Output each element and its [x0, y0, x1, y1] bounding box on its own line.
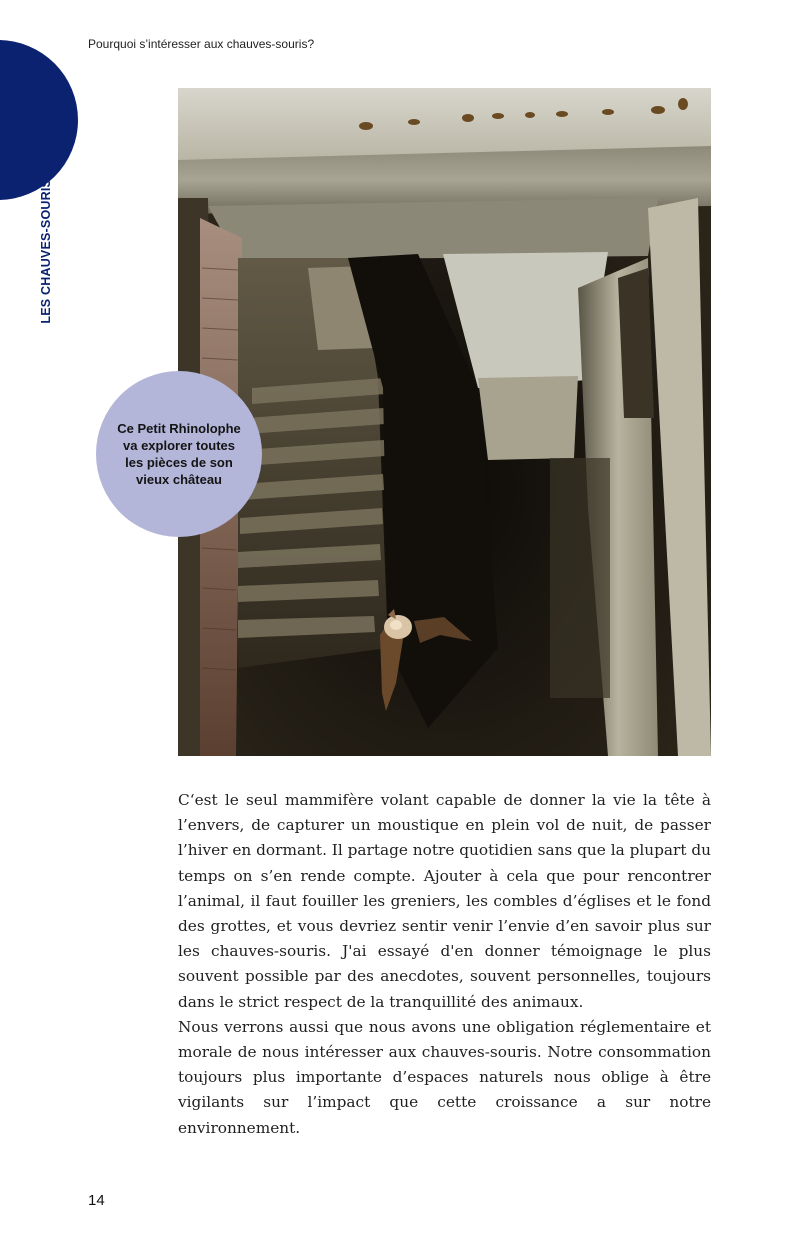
bat-photo: [178, 88, 711, 756]
side-tab-text: LES CHAUVES-SOURIS EN QUESTIONS: [39, 78, 53, 324]
body-text: [178, 788, 711, 1141]
paragraph-2: Nous verrons aussi que nous avons une obligation réglementaire et morale de nous intéresser aux chauves-souris. Notre consommation toujours plus importante d’espaces naturels nous oblige à être vigilants sur l’impact que cette croissance a sur notre environnement.: [178, 1017, 711, 1137]
paragraph-1: C‘est le seul mammifère volant capable de donner la vie la tête à l’envers, de capturer un moustique en plein vol de nuit, de passer l’hiver en dormant. Il partage notre quotidien sans que la plupart du temps on s’en rende compte. Ajouter à cela que pour rencontrer l’animal, il faut fouiller les greniers, les combles d’églises et le fond des grottes, et vous devriez sentir venir l’envie d’en savoir plus sur les chauves-souris. J'ai essayé d'en donner témoignage le plus souvent possible par des anecdotes, souvent personnelles, toujours dans le strict respect de la tranquillité des animaux.: [178, 791, 711, 1011]
caption-bubble: [96, 371, 262, 537]
running-header: Pourquoi s’intéresser aux chauves-souris?: [88, 37, 315, 51]
photo-caption: Ce Petit Rhinolophe va explorer toutes les pièces de son vieux château: [117, 421, 241, 487]
photo-illustration: [178, 88, 711, 756]
page-number: 14: [88, 1192, 105, 1209]
side-tab-label: [36, 78, 56, 324]
